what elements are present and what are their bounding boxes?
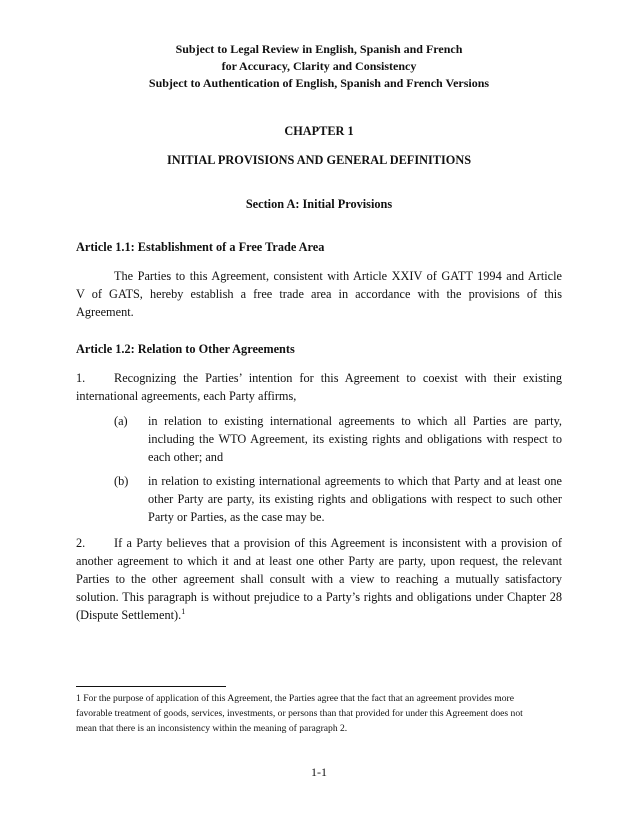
paragraph-line: Parties to the other agreement shall consult with a view to reaching a mutually satisfactory	[76, 572, 562, 586]
header-line: Subject to Authentication of English, Spanish and French Versions	[148, 76, 490, 90]
paragraph-number: 1.	[76, 371, 86, 385]
footnote	[76, 691, 562, 736]
paragraph-line: in relation to existing international agreements to which all Parties are party,	[148, 414, 562, 428]
footnote-line: mean that there is an inconsistency within the meaning of paragraph 2.	[76, 723, 348, 734]
chapter-number: CHAPTER 1	[284, 124, 354, 138]
article-1-2-paragraph-2	[76, 534, 562, 624]
header-line: for Accuracy, Clarity and Consistency	[221, 59, 417, 73]
paragraph-line: V of GATS, hereby establish a free trade area in accordance with the provisions of this	[76, 287, 562, 301]
paragraph-line-text: (Dispute Settlement).	[76, 608, 182, 622]
paragraph-number: 2.	[76, 536, 86, 550]
chapter-title: INITIAL PROVISIONS AND GENERAL DEFINITIONS	[166, 153, 472, 167]
paragraph-line: in relation to existing international agreements to which that Party and at least one	[148, 474, 562, 488]
paragraph-line: other Party are party, its existing rights and obligations with respect to such other	[148, 492, 562, 506]
header-line: Subject to Legal Review in English, Spanish and French	[175, 42, 463, 56]
paragraph-line: If a Party believes that a provision of this Agreement is inconsistent with a provision of	[114, 536, 562, 550]
paragraph-line: Agreement.	[76, 305, 134, 319]
article-1-2-heading: Article 1.2: Relation to Other Agreements	[76, 342, 295, 356]
page-number: 1-1	[311, 765, 327, 779]
article-1-1-paragraph	[76, 267, 562, 321]
paragraph-line: including the WTO Agreement, its existing rights and obligations with respect to	[148, 432, 562, 446]
article-1-2-paragraph-1	[76, 369, 562, 405]
paragraph-line: each other; and	[148, 450, 224, 464]
footnote-separator	[76, 686, 226, 687]
paragraph-line	[76, 606, 562, 624]
subparagraph-label-a: (a)	[114, 414, 128, 428]
paragraph-line: another agreement to which it and at least one other Party are party, upon request, the relevant	[76, 554, 562, 568]
footnote-line: 1 For the purpose of application of this Agreement, the Parties agree that the fact that an agreement provides more	[76, 693, 514, 704]
article-1-1-heading: Article 1.1: Establishment of a Free Trade Area	[76, 240, 325, 254]
paragraph-line: solution. This paragraph is without prejudice to a Party’s rights and obligations under Chapter 28	[76, 590, 562, 604]
subparagraph-a	[148, 412, 562, 466]
paragraph-line: The Parties to this Agreement, consistent with Article XXIV of GATT 1994 and Article	[114, 269, 562, 283]
footnote-reference[interactable]: 1	[181, 606, 186, 616]
paragraph-line: Recognizing the Parties’ intention for this Agreement to coexist with their existing	[114, 371, 562, 385]
subparagraph-b	[148, 472, 562, 526]
footnote-line: favorable treatment of goods, services, investments, or persons than that provided for under this Agreement does not	[76, 708, 523, 719]
section-heading: Section A: Initial Provisions	[245, 197, 393, 211]
subparagraph-label-b: (b)	[114, 474, 129, 488]
paragraph-line: Party or Parties, as the case may be.	[148, 510, 325, 524]
paragraph-line: international agreements, each Party affirms,	[76, 389, 297, 403]
legal-review-header	[76, 41, 562, 92]
